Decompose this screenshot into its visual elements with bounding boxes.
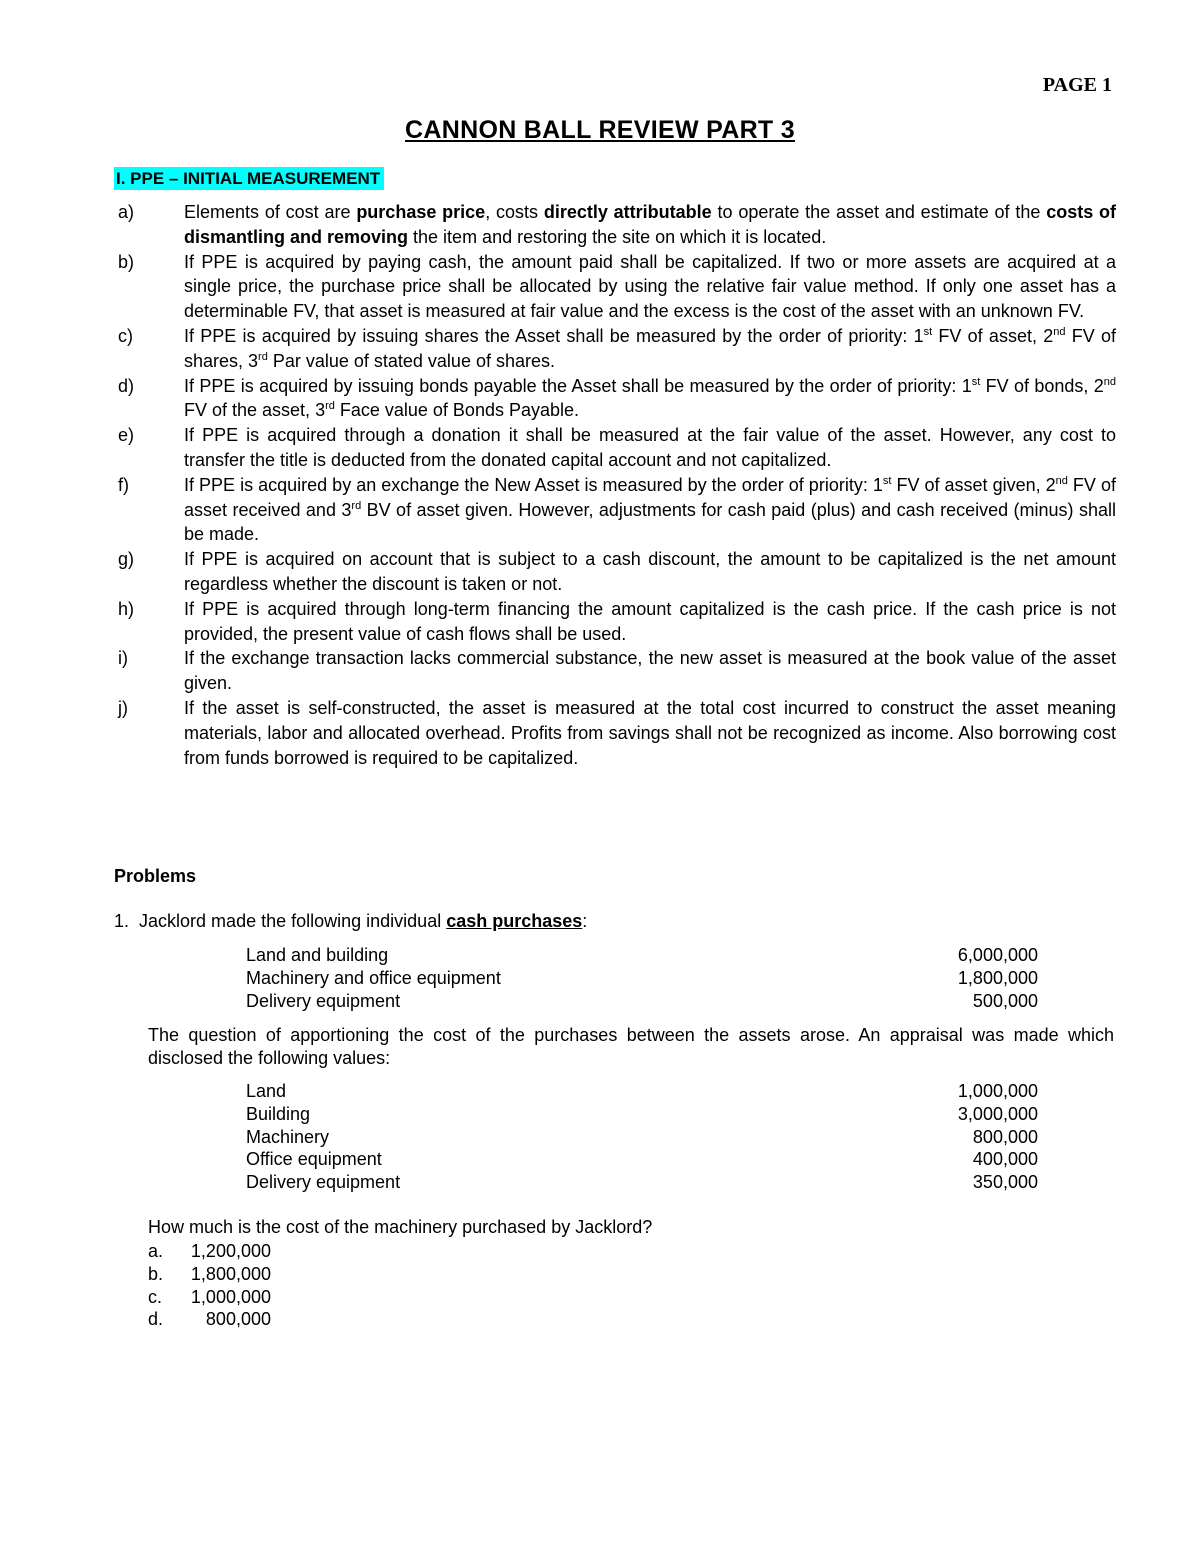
rule-text: Elements of cost are purchase price, costs directly attributable to operate the asset and estimate of the costs of dismantling and removing the item and restoring the site on which it is located. [184, 202, 1117, 247]
rule-label: f) [118, 474, 129, 495]
appraisal-amount: 3,000,000 [957, 1103, 1038, 1124]
appraisal-row [246, 1171, 1038, 1194]
appraisal-amount: 800,000 [972, 1126, 1038, 1147]
rule-text: If PPE is acquired through a donation it shall be measured at the fair value of the asset. However, any cost to transfer the title is deducted from the donated capital account and not capitalized. [184, 425, 1116, 470]
purchase-item: Land and building [246, 945, 389, 965]
answer-choice [148, 1240, 271, 1263]
rule-item [114, 200, 1116, 250]
purchase-amount: 500,000 [972, 990, 1038, 1011]
section-heading: I. PPE – INITIAL MEASUREMENT [114, 167, 384, 190]
rule-text: If PPE is acquired on account that is subject to a cash discount, the amount to be capitalized is the net amount regardless whether the discount is taken or not. [184, 549, 1116, 594]
rule-label: d) [118, 375, 135, 396]
answer-choices [148, 1240, 271, 1331]
appraisal-paragraph: The question of apportioning the cost of the purchases between the assets arose. An appraisal was made which disclosed the following values: [148, 1025, 1114, 1068]
rule-item [114, 646, 1116, 696]
appraisal-amount: 1,000,000 [957, 1081, 1038, 1101]
cash-purchases-emphasis: cash purchases [446, 911, 583, 931]
rule-label: a) [118, 202, 135, 222]
rule-text: If the exchange transaction lacks commercial substance, the new asset is measured at the book value of the asset given. [184, 648, 1116, 694]
appraisal-row [246, 1103, 1038, 1126]
purchase-row [246, 990, 1038, 1013]
appraisal-row [246, 1148, 1038, 1171]
purchase-row [246, 967, 1038, 990]
purchase-item: Delivery equipment [246, 990, 401, 1011]
answer-choice [148, 1263, 271, 1286]
choice-value: 1,000,000 [190, 1286, 271, 1307]
appraisal-table [246, 1080, 1038, 1194]
rule-text: If the asset is self-constructed, the asset is measured at the total cost incurred to construct the asset meaning materials, labor and allocated overhead. Profits from savings shall not be recognized as income. Also borrowing cost from funds borrowed is required to be capitalized. [184, 697, 1116, 768]
answer-choice [148, 1286, 271, 1309]
choice-value: 800,000 [205, 1309, 271, 1330]
rule-label: j) [118, 697, 128, 718]
problem-intro-text: Jacklord made the following individual [139, 911, 447, 931]
choice-letter: d. [148, 1309, 164, 1330]
rule-text: If PPE is acquired by issuing shares the Asset shall be measured by the order of priority: 1st FV of asset, 2nd FV of shares, 3rd Par value of stated value of shares. [184, 325, 1116, 371]
appraisal-item: Building [246, 1103, 311, 1124]
choice-letter: c. [148, 1286, 163, 1307]
rule-item [114, 250, 1116, 324]
purchase-item: Machinery and office equipment [246, 967, 501, 988]
rule-item [114, 374, 1116, 424]
problem-intro-end: : [582, 911, 588, 931]
appraisal-item: Land [246, 1081, 287, 1101]
rule-item [114, 423, 1116, 473]
choice-letter: a. [148, 1241, 164, 1261]
problem-number: 1. [114, 911, 130, 931]
purchases-table [246, 944, 1038, 1012]
rule-label: h) [118, 598, 135, 619]
rule-text: If PPE is acquired by paying cash, the amount paid shall be capitalized. If two or more assets are acquired at a single price, the purchase price shall be allocated by using the relative fair value method. If only one asset has a determinable FV, that asset is measured at fair value and the excess is the cost of the asset with an unknown FV. [184, 251, 1116, 322]
choice-value: 1,800,000 [190, 1263, 271, 1284]
problem-question: How much is the cost of the machinery purchased by Jacklord? [148, 1217, 653, 1237]
rule-label: i) [118, 648, 128, 669]
rule-label: g) [118, 549, 135, 570]
rule-item [114, 547, 1116, 597]
appraisal-item: Machinery [246, 1126, 330, 1147]
rule-text: If PPE is acquired through long-term financing the amount capitalized is the cash price. If the cash price is not provided, the present value of cash flows shall be used. [184, 598, 1116, 644]
rule-label: b) [118, 251, 135, 272]
page-title: CANNON BALL REVIEW PART 3 [405, 116, 795, 144]
appraisal-item: Delivery equipment [246, 1172, 401, 1193]
rule-item [114, 324, 1116, 374]
appraisal-item: Office equipment [246, 1149, 382, 1170]
appraisal-row [246, 1080, 1038, 1103]
rule-text: If PPE is acquired by issuing bonds payable the Asset shall be measured by the order of priority: 1st FV of bonds, 2nd FV of the asset, 3rd Face value of Bonds Payable. [184, 375, 1116, 421]
rule-label: e) [118, 425, 135, 446]
problems-heading: Problems [114, 866, 197, 886]
choice-letter: b. [148, 1263, 164, 1284]
appraisal-row [246, 1126, 1038, 1149]
purchase-amount: 1,800,000 [957, 967, 1038, 988]
purchase-row [246, 944, 1038, 967]
rule-text: If PPE is acquired by an exchange the New Asset is measured by the order of priority: 1st FV of asset given, 2nd FV of asset received and 3rd BV of asset given. However, adjustments for cash paid (plus) and cash received (minus) shall be made. [184, 474, 1116, 545]
rules-list [114, 200, 1116, 770]
rule-item [114, 473, 1116, 547]
appraisal-amount: 400,000 [972, 1149, 1038, 1170]
page-number: PAGE 1 [1042, 74, 1112, 96]
answer-choice [148, 1308, 271, 1331]
rule-label: c) [118, 325, 133, 346]
purchase-amount: 6,000,000 [957, 945, 1038, 965]
choice-value: 1,200,000 [190, 1241, 271, 1261]
rule-item [114, 696, 1116, 770]
problem-1-intro [114, 911, 1114, 932]
appraisal-amount: 350,000 [972, 1172, 1038, 1193]
rule-item [114, 597, 1116, 647]
